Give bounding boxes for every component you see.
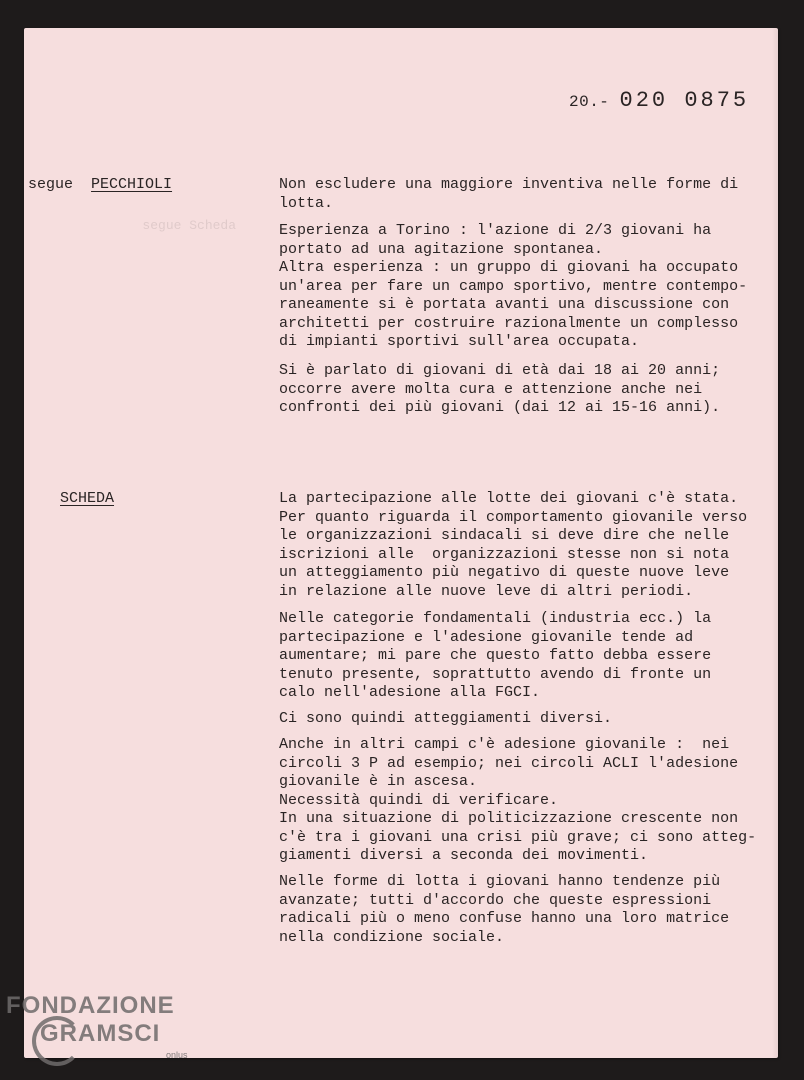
text-line: Non escludere una maggiore inventiva nelle forme di (279, 176, 739, 193)
text-line: Altra esperienza : un gruppo di giovani ha occupato (279, 259, 739, 276)
text-line: un'area per fare un campo sportivo, mentre contempo- (279, 277, 748, 295)
paragraph (279, 222, 779, 352)
document-number-value: 020 0875 (619, 88, 750, 113)
text-line: nella condizione sociale. (279, 928, 505, 946)
text-line: avanzate; tutti d'accordo che queste espressioni (279, 891, 712, 909)
watermark-g-logo-icon (32, 1016, 82, 1066)
watermark-line3: onlus (166, 1050, 188, 1060)
text-line: Ci sono quindi atteggiamenti diversi. (279, 710, 613, 727)
text-line: giovanile è in ascesa. (279, 773, 478, 790)
text-line: raneamente si è portata avanti una discussione con (279, 296, 730, 313)
watermark-line1: FONDAZIONE (6, 992, 175, 1019)
text-line: Nelle forme di lotta i giovani hanno tendenze più (279, 873, 721, 890)
text-line: occorre avere molta cura e attenzione anche nei (279, 380, 703, 398)
text-line: in relazione alle nuove leve di altri periodi. (279, 582, 694, 600)
document-page (24, 28, 778, 1058)
document-number (569, 88, 749, 113)
paragraph (279, 490, 779, 601)
section-label-scheda (60, 490, 114, 507)
paragraph (279, 176, 779, 213)
text-line: Si è parlato di giovani di età dai 18 ai 20 anni; (279, 362, 721, 379)
fondazione-gramsci-watermark (6, 992, 188, 1060)
paragraph (279, 710, 779, 729)
text-line: aumentare; mi pare che questo fatto debba essere (279, 647, 712, 664)
text-line: partecipazione e l'adesione giovanile tende ad (279, 628, 694, 646)
text-line: circoli 3 P ad esempio; nei circoli ACLI l'adesione (279, 754, 739, 772)
text-line: Per quanto riguarda il comportamento giovanile verso (279, 508, 748, 526)
text-line: portato ad una agitazione spontanea. (279, 240, 604, 258)
text-line: lotta. (279, 194, 334, 212)
text-line: Anche in altri campi c'è adesione giovanile : nei (279, 736, 730, 753)
text-line: calo nell'adesione alla FGCI. (279, 684, 541, 701)
text-line: le organizzazioni sindacali si deve dire che nelle (279, 527, 730, 544)
text-line: In una situazione di politicizzazione crescente non (279, 810, 739, 827)
paragraph (279, 873, 779, 947)
watermark-line2: GRAMSCI (40, 1020, 161, 1047)
text-line: c'è tra i giovani una crisi più grave; ci sono atteg- (279, 828, 757, 846)
text-line: architetti per costruire razionalmente un complesso (279, 314, 739, 332)
text-line: La partecipazione alle lotte dei giovani c'è stata. (279, 490, 739, 507)
section-label-pecchioli (28, 176, 172, 193)
paragraph (279, 610, 779, 703)
text-line: Nelle categorie fondamentali (industria ecc.) la (279, 610, 712, 627)
paragraph (279, 362, 779, 418)
section-title: SCHEDA (60, 490, 115, 507)
text-line: Esperienza a Torino : l'azione di 2/3 giovani ha (279, 222, 712, 239)
show-through-text: segue Scheda (80, 218, 237, 233)
text-line: confronti dei più giovani (dai 12 ai 15-16 anni). (279, 399, 721, 416)
document-number-prefix: 20.- (569, 93, 610, 111)
text-line: Necessità quindi di verificare. (279, 791, 559, 809)
text-line: iscrizioni alle organizzazioni stesse non si nota (279, 545, 730, 563)
text-line: tenuto presente, soprattutto avendo di fronte un (279, 665, 712, 683)
text-line: un atteggiamento più negativo di queste nuove leve (279, 564, 730, 581)
section-title: PECCHIOLI (91, 176, 173, 193)
text-line: radicali più o meno confuse hanno una loro matrice (279, 910, 730, 927)
paragraph (279, 736, 779, 866)
section-prefix: segue (28, 176, 74, 193)
text-line: giamenti diversi a seconda dei movimenti. (279, 847, 649, 864)
text-line: di impianti sportivi sull'area occupata. (279, 333, 640, 350)
